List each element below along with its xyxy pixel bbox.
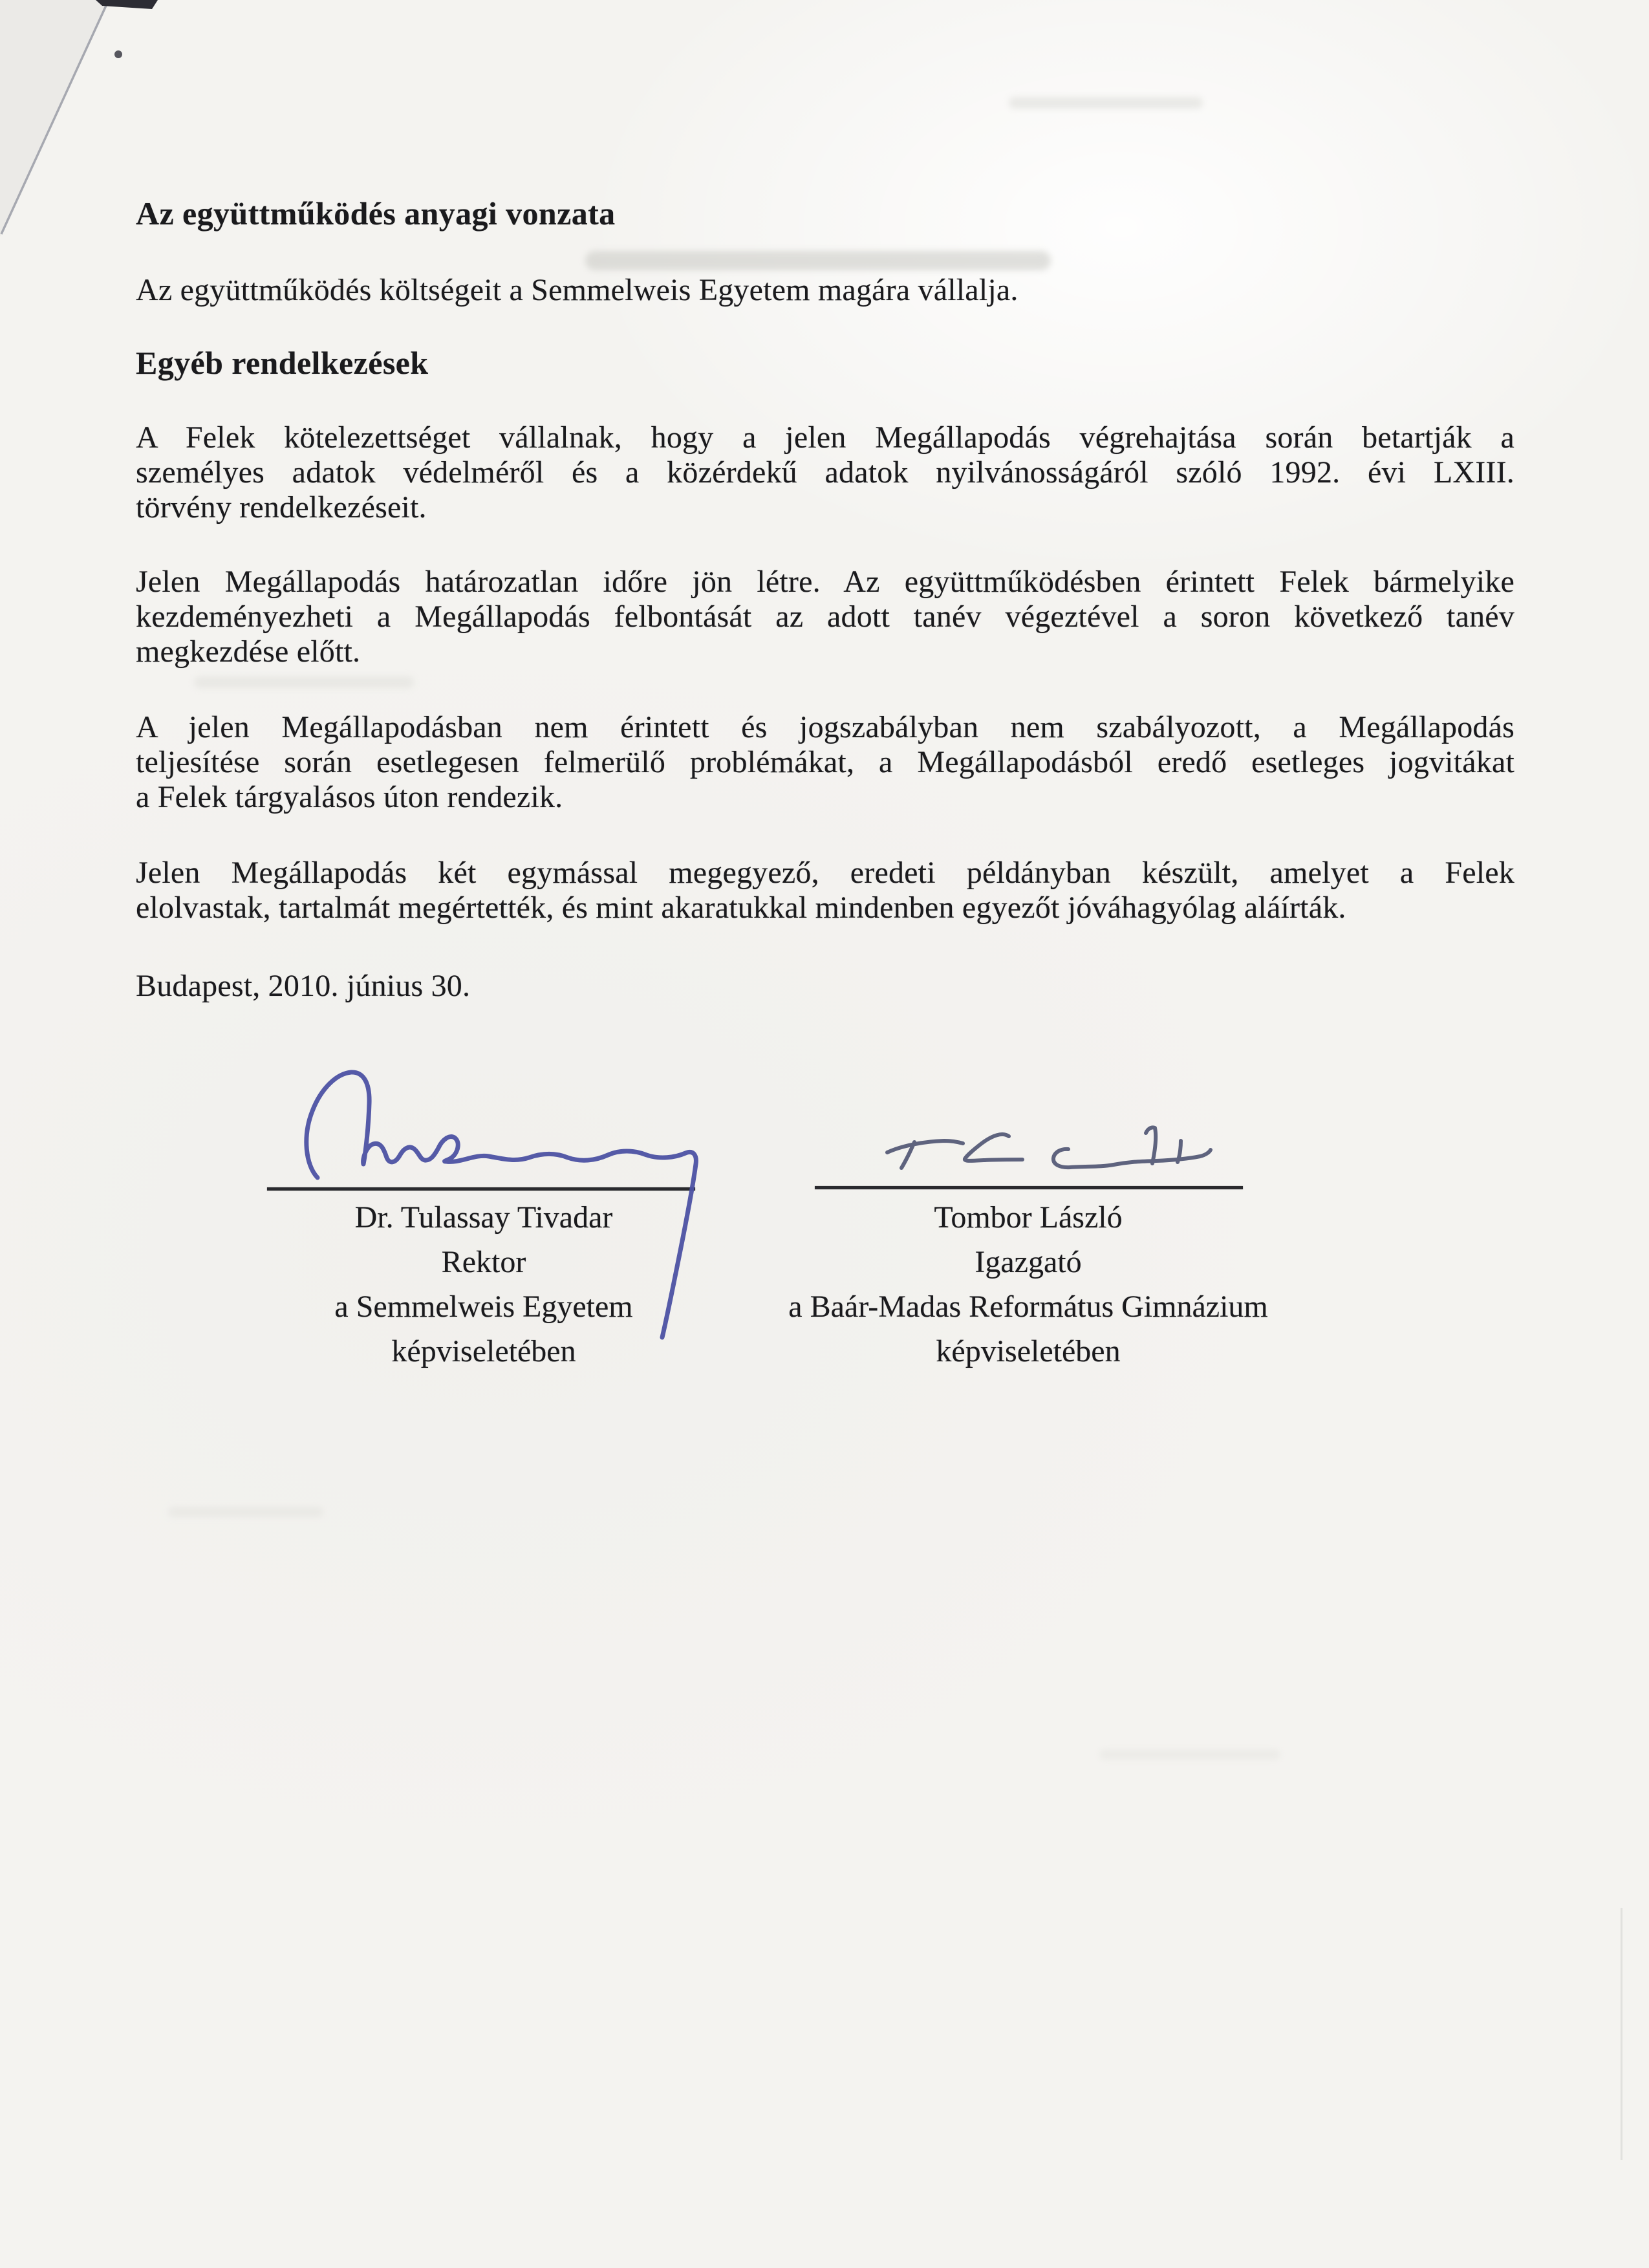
signer-org: a Semmelweis Egyetem [334, 1290, 633, 1324]
signer-block-right [770, 1195, 1287, 1374]
paragraph-costs: Az együttműködés költségeit a Semmelweis Egyetem magára vállalja. [136, 273, 1018, 307]
paragraph-line: teljesítése során esetlegesen felmerülő problémákat, a Megállapodásból eredő esetleges jogvitákat [136, 745, 1514, 779]
paragraph-line: a Felek tárgyalásos úton rendezik. [136, 780, 563, 814]
bleedthrough-smudge [194, 676, 414, 688]
bleedthrough-smudge [168, 1507, 323, 1517]
signer-representation: képviseletében [391, 1334, 576, 1368]
bleedthrough-smudge [1009, 97, 1203, 109]
date-line: Budapest, 2010. június 30. [136, 969, 471, 1003]
signer-block-left [270, 1195, 697, 1374]
paragraph-line: törvény rendelkezéseit. [136, 490, 427, 524]
signer-title: Igazgató [975, 1245, 1082, 1279]
signature-line-right [815, 1186, 1243, 1189]
paragraph-line: kezdeményezheti a Megállapodás felbontását az adott tanév végeztével a soron következő tanév [136, 599, 1514, 634]
paragraph-line: elolvastak, tartalmát megértették, és mint akaratukkal mindenben egyezőt jóváhagyólag aláírták. [136, 891, 1346, 925]
scan-edge-artifact [1621, 1908, 1622, 2160]
signer-title: Rektor [441, 1245, 526, 1279]
signature-ink-right [887, 1127, 1211, 1168]
paragraph-line: személyes adatok védelméről és a közérdekű adatok nyilvánosságáról szóló 1992. évi LXIII. [136, 455, 1514, 490]
bleedthrough-smudge [585, 251, 1051, 270]
signer-representation: képviseletében [936, 1334, 1121, 1368]
paragraph-line: A jelen Megállapodásban nem érintett és jogszabályban nem szabályozott, a Megállapodás [136, 710, 1514, 744]
paragraph-line: A Felek kötelezettséget vállalnak, hogy a jelen Megállapodás végrehajtása során betartják a [136, 420, 1514, 455]
signature-line-left [267, 1187, 695, 1191]
paragraph-line: Jelen Megállapodás két egymással megegyező, eredeti példányban készült, amelyet a Felek [136, 856, 1514, 890]
signer-name: Dr. Tulassay Tivadar [354, 1200, 613, 1235]
section-heading-other-provisions: Egyéb rendelkezések [136, 345, 429, 381]
section-heading-financial: Az együttműködés anyagi vonzata [136, 195, 616, 232]
signer-name: Tombor László [934, 1200, 1123, 1235]
paragraph-line: megkezdése előtt. [136, 634, 361, 669]
scan-corner-fold [0, 0, 110, 237]
signer-org: a Baár-Madas Református Gimnázium [788, 1290, 1268, 1324]
bleedthrough-smudge [1099, 1749, 1280, 1760]
paragraph-line: Jelen Megállapodás határozatlan időre jön létre. Az együttműködésben érintett Felek bármelyike [136, 565, 1514, 599]
